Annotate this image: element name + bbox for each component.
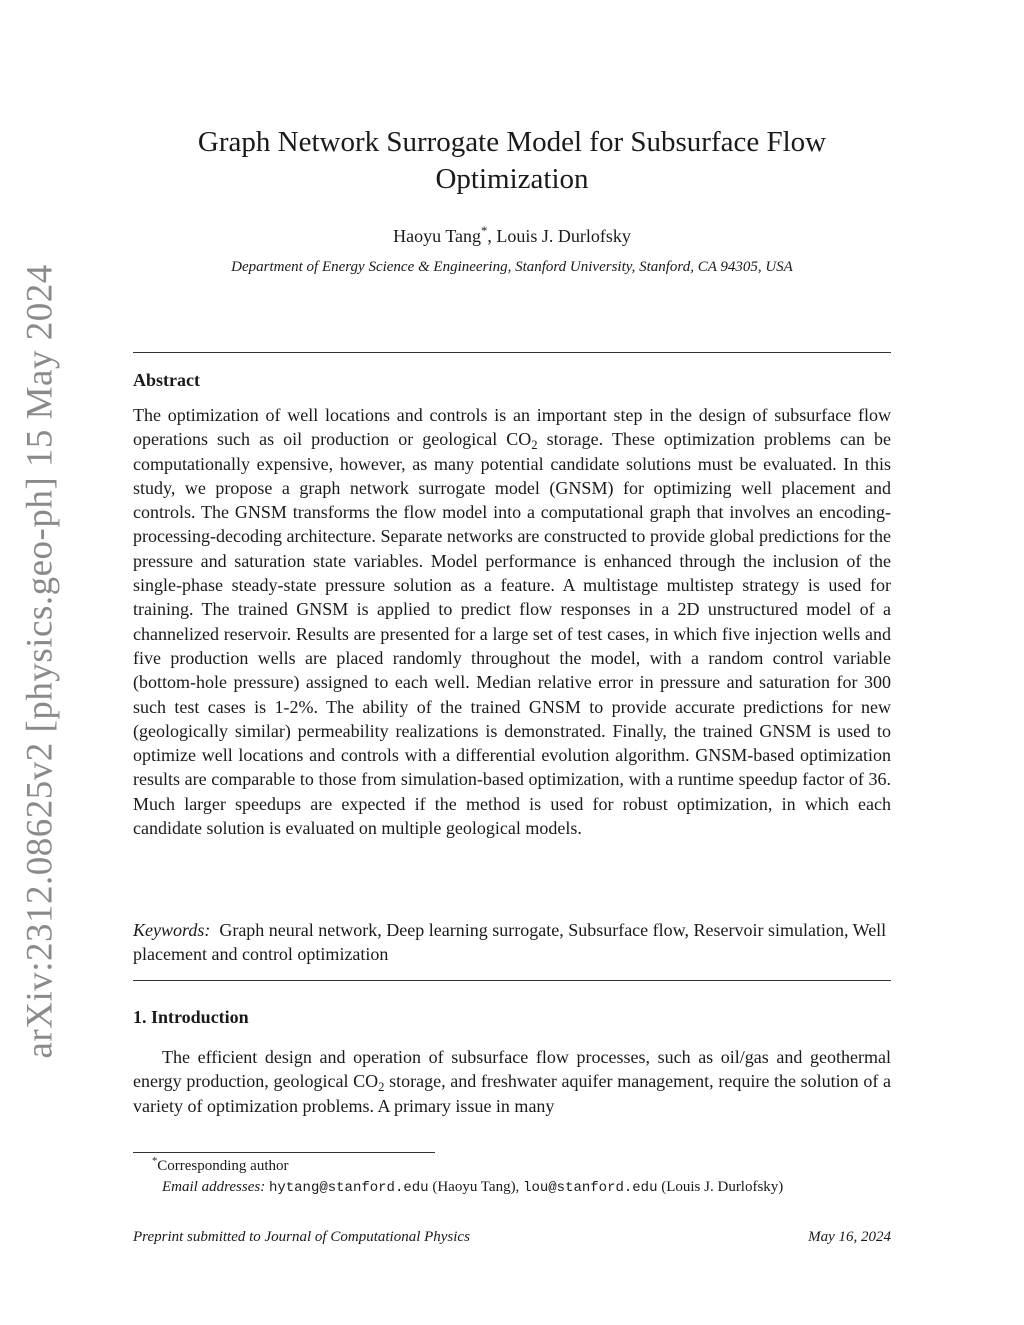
- author-rest: , Louis J. Durlofsky: [487, 226, 631, 246]
- footnote-corresponding: [152, 1156, 783, 1177]
- abstract-text-part-1: The optimization of well locations and controls is an important step in the design of subsurface flow operations such as oil production or geological CO: [133, 405, 891, 450]
- footnote-corresponding-text: Corresponding author: [157, 1158, 289, 1174]
- footnote-emails: [152, 1177, 783, 1199]
- introduction-text-part-1: The efficient design and operation of subsurface flow processes, such as oil/gas and geothermal energy production, geological CO: [133, 1047, 891, 1092]
- abstract-text: [133, 403, 891, 840]
- footnote-rule: [133, 1152, 435, 1153]
- title-line-1: Graph Network Surrogate Model for Subsurface Flow: [197, 126, 827, 158]
- abstract-text-part-2: storage. These optimization problems can be computationally expensive, however, as many potential candidate solutions must be evaluated. In this study, we propose a graph network surrogate model (GNSM) for optimizing well placement and controls. The GNSM transforms the flow model into a computational graph that involves an encoding-processing-decoding architecture. Separate networks are constructed to provide global predictions for the pressure and saturation state variables. Model performance is enhanced through the inclusion of the single-phase steady-state pressure solution as a feature. A multistage multistep strategy is used for training. The trained GNSM is applied to predict flow responses in a 2D unstructured model of a channelized reservoir. Results are presented for a large set of test cases, in which five injection wells and five production wells are placed randomly throughout the model, with a random control variable (bottom-hole pressure) assigned to each well. Median relative error in pressure and saturation for 300 such test cases is 1-2%. The ability of the trained GNSM to provide accurate predictions for new (geologically similar) permeability realizations is demonstrated. Finally, the trained GNSM is used to optimize well locations and controls with a differential evolution algorithm. GNSM-based optimization results are comparable to those from simulation-based optimization, with a runtime speedup factor of 36. Much larger speedups are expected if the method is used for robust optimization, in which each candidate solution is evaluated on multiple geological models.: [133, 429, 891, 839]
- abstract-bottom-rule: [133, 980, 891, 981]
- keywords-text: Graph neural network, Deep learning surrogate, Subsurface flow, Reservoir simulation, Well placement and control optimization: [133, 920, 887, 964]
- email-label: Email addresses:: [162, 1179, 266, 1195]
- footer-journal: Preprint submitted to Journal of Computational Physics: [133, 1229, 470, 1245]
- title-line-2: Optimization: [435, 163, 589, 195]
- footer-date: May 16, 2024: [808, 1229, 891, 1245]
- email-link-durlofsky[interactable]: lou@stanford.edu: [523, 1180, 658, 1196]
- introduction-text-part-2: storage, and freshwater aquifer management, require the solution of a variety of optimization problems. A primary issue in many: [133, 1071, 891, 1116]
- abstract-top-rule: [133, 352, 891, 353]
- abstract-subscript: 2: [531, 438, 538, 453]
- keywords: [133, 918, 891, 966]
- email-name-tang: (Haoyu Tang),: [428, 1179, 524, 1195]
- email-name-durlofsky: (Louis J. Durlofsky): [657, 1179, 784, 1195]
- abstract-heading: Abstract: [133, 370, 200, 390]
- author-list: [130, 226, 894, 247]
- keywords-label: Keywords:: [133, 920, 211, 940]
- section-heading-introduction: 1. Introduction: [133, 1007, 249, 1027]
- introduction-text: [133, 1045, 891, 1118]
- introduction-subscript: 2: [378, 1080, 385, 1095]
- author-1: Haoyu Tang: [393, 226, 482, 246]
- footnote-mark: *: [152, 1156, 158, 1167]
- footnote: [152, 1156, 783, 1199]
- paper-title: [130, 124, 894, 198]
- corresponding-mark: *: [481, 224, 488, 238]
- arxiv-identifier[interactable]: arXiv:2312.08625v2 [physics.geo-ph] 15 May 2024: [19, 264, 61, 1059]
- affiliation: Department of Energy Science & Engineering, Stanford University, Stanford, CA 94305, USA: [231, 259, 793, 275]
- email-link-tang[interactable]: hytang@stanford.edu: [268, 1180, 429, 1196]
